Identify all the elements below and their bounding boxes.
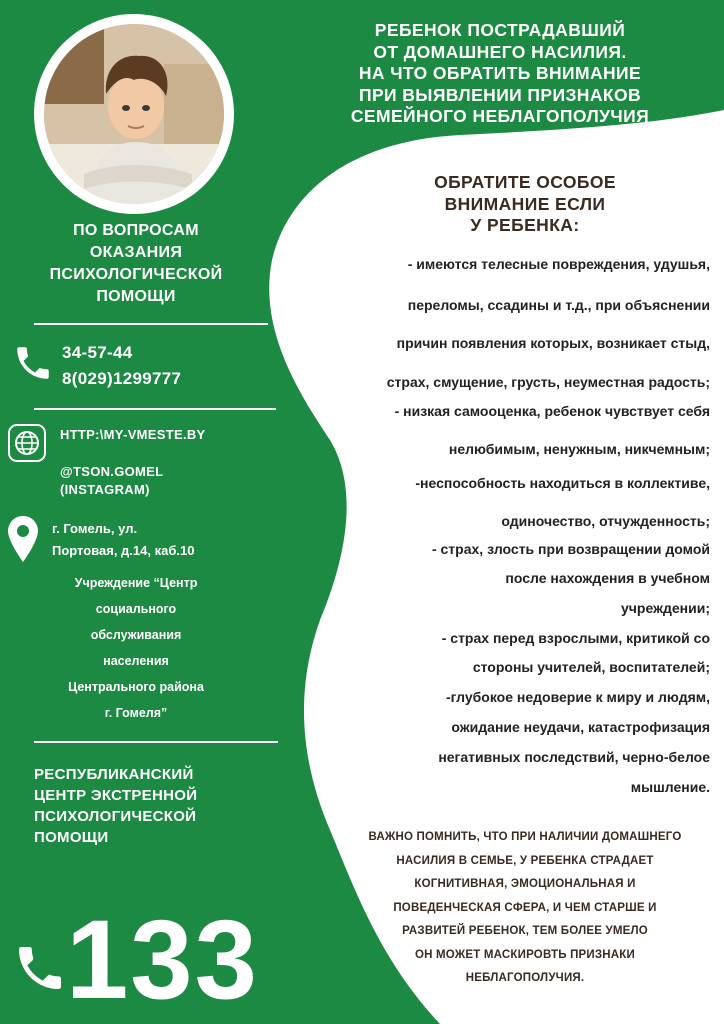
attention-heading <box>380 172 670 237</box>
help-line: ПОМОЩИ <box>96 288 176 305</box>
sign-item: негативных последствий, черно-белое <box>438 749 710 765</box>
page-title <box>300 20 700 128</box>
divider <box>34 408 276 410</box>
institution-line: социального <box>95 602 177 616</box>
sign-item: переломы, ссадины и т.д., при объяснении <box>407 297 710 313</box>
attention-line: ОБРАТИТЕ ОСОБОЕ <box>434 172 616 192</box>
institution-line: г. Гомеля” <box>104 706 168 720</box>
title-line: ПРИ ВЫЯВЛЕНИИ ПРИЗНАКОВ <box>358 84 642 105</box>
address <box>52 518 194 562</box>
note-line: НАСИЛИЯ В СЕМЬЕ, У РЕБЕНКА СТРАДАЕТ <box>396 854 654 867</box>
center-line: ПСИХОЛОГИЧЕСКОЙ <box>34 808 197 825</box>
sign-item: стороны учителей, воспитателей; <box>472 659 710 675</box>
emergency-center-heading <box>34 764 244 848</box>
divider <box>34 741 278 743</box>
note-line: РАЗВИТЕЙ РЕБЕНОК, ТЕМ БОЛЕЕ УМЕЛО <box>402 925 648 937</box>
sign-item: учреждении; <box>621 600 710 616</box>
title-line: НА ЧТО ОБРАТИТЬ ВНИМАНИЕ <box>358 63 642 83</box>
attention-line: У РЕБЕНКА: <box>470 215 580 235</box>
help-line: ПО ВОПРОСАМ <box>73 222 199 239</box>
note-line: НЕБЛАГОПОЛУЧИЯ. <box>465 972 585 984</box>
phone-icon <box>12 342 54 384</box>
psych-help-heading <box>36 220 236 308</box>
sign-item: одиночество, отчужденность; <box>501 513 710 529</box>
sign-item: - имеются телесные повреждения, удушья, <box>407 256 710 272</box>
website-link[interactable]: HTTP:\MY-VMESTE.BY <box>60 427 206 442</box>
sign-item: - страх перед взрослыми, критикой со <box>441 630 710 646</box>
note-line: ПОВЕДЕНЧЕСКАЯ СФЕРА, И ЧЕМ СТАРШЕ И <box>393 901 657 914</box>
sign-item: мышление. <box>630 779 710 795</box>
center-line: ПОМОЩИ <box>34 829 109 846</box>
child-photo <box>44 24 224 204</box>
sign-item: после нахождения в учебном <box>505 570 710 586</box>
attention-line: ВНИМАНИЕ ЕСЛИ <box>444 193 606 214</box>
institution-line: обслуживания <box>90 628 182 642</box>
note-line: ОН МОЖЕТ МАСКИРОВТЬ ПРИЗНАКИ <box>414 948 635 961</box>
note-line: ВАЖНО ПОМНИТЬ, ЧТО ПРИ НАЛИЧИИ ДОМАШНЕГО <box>368 831 682 843</box>
institution-line: населения <box>103 654 169 668</box>
sign-item: - страх, злость при возвращении домой <box>431 541 710 557</box>
address-line: г. Гомель, ул. <box>52 521 138 536</box>
insta-line: @TSON.GOMEL <box>60 464 164 479</box>
note-line: КОГНИТИВНАЯ, ЭМОЦИОНАЛЬНАЯ И <box>414 878 636 890</box>
phone-number[interactable]: 34-57-44 <box>62 343 133 362</box>
important-note <box>330 826 720 991</box>
help-line: ПСИХОЛОГИЧЕСКОЙ <box>49 266 223 283</box>
sign-item: ожидание неудачи, катастрофизация <box>451 719 710 735</box>
globe-icon <box>8 424 46 462</box>
sign-item: страх, смущение, грусть, неуместная радость; <box>386 374 710 390</box>
institution-line: Центрального района <box>68 680 204 694</box>
center-line: ЦЕНТР ЭКСТРЕННОЙ <box>34 787 198 804</box>
map-pin-icon <box>8 516 38 562</box>
center-line: РЕСПУБЛИКАНСКИЙ <box>34 766 194 783</box>
sign-item: нелюбимым, ненужным, никчемным; <box>448 441 710 457</box>
insta-line: (INSTAGRAM) <box>60 482 150 497</box>
hotline-number[interactable]: 133 <box>66 897 259 1022</box>
divider <box>34 323 268 325</box>
title-line: ОТ ДОМАШНЕГО НАСИЛИЯ. <box>373 41 627 62</box>
sign-item: -глубокое недоверие к миру и людям, <box>446 689 710 705</box>
instagram-handle[interactable] <box>60 463 163 499</box>
sign-item: - низкая самооценка, ребенок чувствует себя <box>394 403 710 419</box>
help-line: ОКАЗАНИЯ <box>89 244 183 261</box>
title-line: СЕМЕЙНОГО НЕБЛАГОПОЛУЧИЯ <box>350 106 650 126</box>
phone-icon <box>12 940 68 996</box>
institution-name <box>36 570 236 726</box>
title-line: РЕБЕНОК ПОСТРАДАВШИЙ <box>374 20 626 40</box>
address-line: Портовая, д.14, каб.10 <box>52 543 195 558</box>
sign-item: причин появления которых, возникает стыд, <box>396 335 710 351</box>
institution-line: Учреждение “Центр <box>74 576 198 590</box>
phone-number[interactable]: 8(029)1299777 <box>62 369 182 388</box>
phone-numbers <box>62 340 181 392</box>
sign-item: -неспособность находиться в коллективе, <box>415 475 710 491</box>
